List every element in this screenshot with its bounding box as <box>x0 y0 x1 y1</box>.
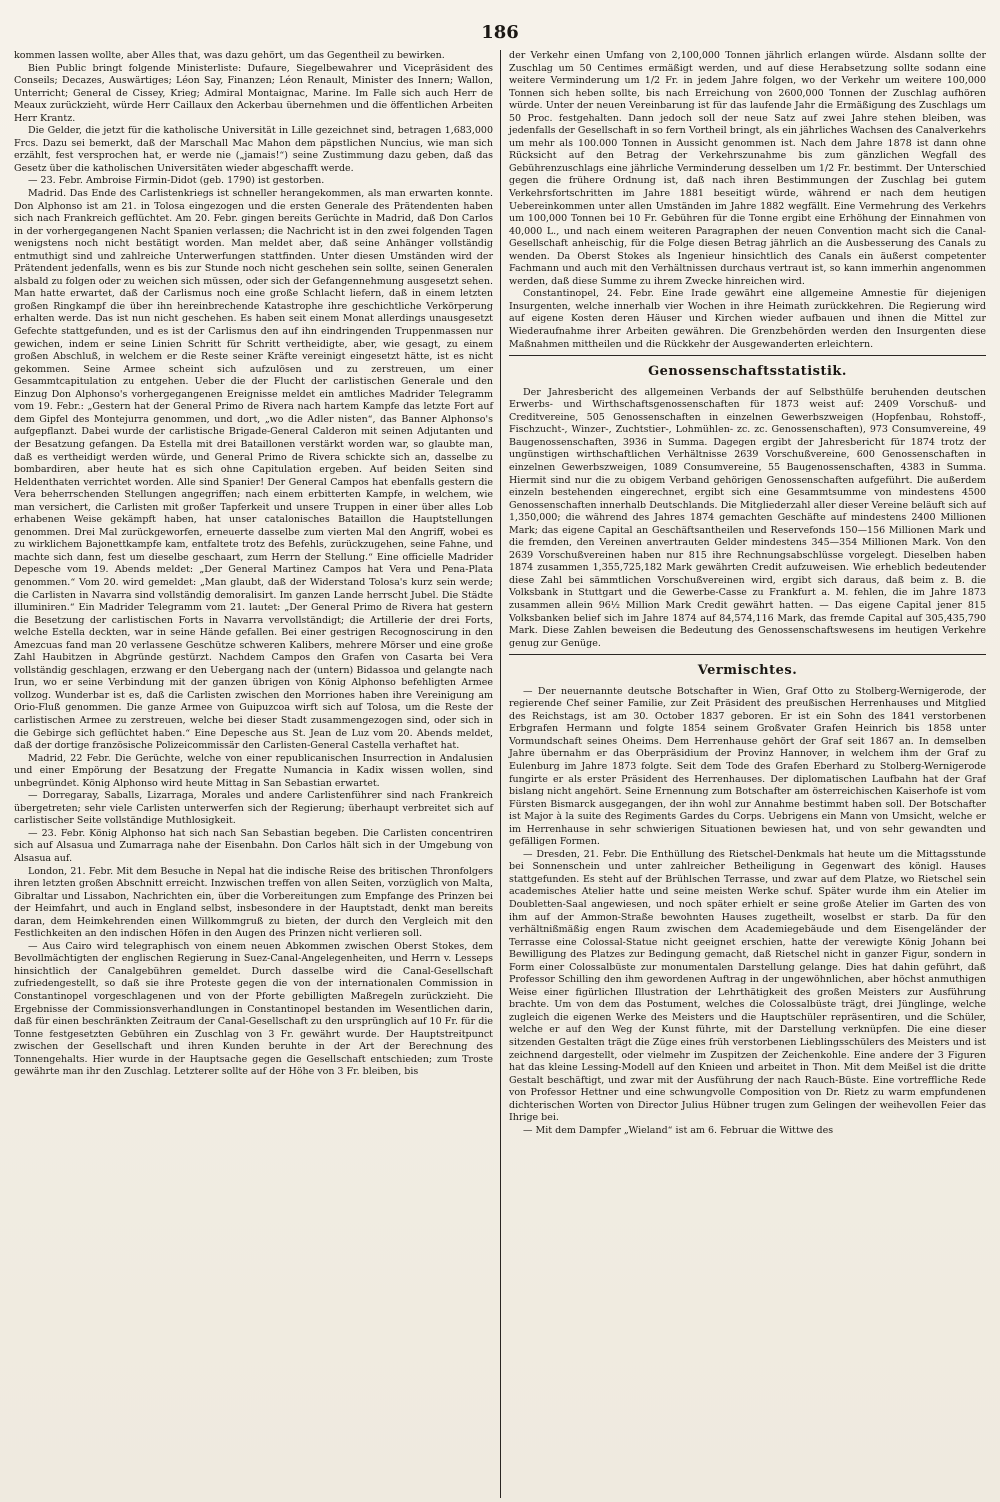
article-paragraph: — Dorregaray, Saballs, Lizarraga, Morales und andere Carlistenführer sind nach Frankreich übergetreten; sehr viele Carlisten unterwerfen sich der Regierung; überhaupt verbreitet sich auf carlistischer Seite vollständige Muthlosigkeit. <box>14 790 493 827</box>
section-heading-statistics: Genossenschaftsstatistik. <box>648 364 847 380</box>
article-paragraph: — 23. Febr. Ambroise Firmin-Didot (geb. 1790) ist gestorben. <box>28 175 325 187</box>
left-column <box>14 50 500 1498</box>
article-paragraph: Constantinopel, 24. Febr. Eine Irade gewährt eine allgemeine Amnestie für diejenigen Insurgenten, welche innerhalb vier Wochen in ihre Heimath zurückkehren. Die Regierung wird auf eigene Kosten deren Häuser und Kirchen wieder aufbauen und ihnen die Mittel zur Wiederaufnahme ihrer Arbeiten gewähren. Die Grenzbehörden werden den Insurgenten diese Maßnahmen mittheilen und die Rückkehr der Ausgewanderten erleichtern. <box>509 288 986 350</box>
section-divider <box>509 654 986 655</box>
article-paragraph: Madrid. Das Ende des Carlistenkriegs ist schneller herangekommen, als man erwarten konnte. Don Alphonso ist am 21. in Tolosa eingezogen und die ersten Generale des Prätendenten haben sich nach Frankreich geflüchtet. Am 20. Febr. gingen bereits Gerüchte in Madrid, daß Don Carlos in der vorhergegangenen Nacht Spanien verlassen; die Nachricht ist in den zwei folgenden Tagen wenigstens noch nicht bestätigt worden. Man meldet aber, daß seine Anhänger vollständig entmuthigt sind und zahlreiche Unterwerfungen stattfinden. Unter diesen Umständen wird der Prätendent jedenfalls, wenn es bis zur Stunde noch nicht geschehen sein sollte, seinen Generalen alsbald zu folgen oder zu weichen sich müssen, oder sich der Gefangennehmung ausgesetzt sehen. Man hatte erwartet, daß der Carlismus noch eine große Schlacht liefern, daß in einem letzten großen Ringkampf die über ihn hereinbrechende Katastrophe ihre geschichtliche Verkörperung erhalten werde. Das ist nun nicht geschehen. Es haben seit einem Monat allerdings unausgesetzt Gefechte stattgefunden, und es ist der Carlismus den auf ihn eindringenden Truppenmassen nur gewichen, indem er seine Linien Schritt für Schritt vertheidigte, aber, wie gesagt, zu einem großen Abschluß, in welchem er die Reste seiner Kräfte vereinigt eingesetzt hätte, ist es nicht gekommen. Seine Armee scheint sich aufzulösen und zu zerstreuen, um einer Gesammtcapitulation zu entgehen. Ueber die der Flucht der carlistischen Generale und den Einzug Don Alphonso's vorhergegangenen Ereignisse meldet ein amtliches Madrider Telegramm vom 19. Febr.: „Gestern hat der General Primo de Rivera nach hartem Kampfe das letzte Fort auf dem Gipfel des Montejurra genommen, und dort, „wo die Adler nisten“, das Banner Alphonso's aufgepflanzt. Dabei wurde der carlistische Brigade-General Calderon mit seinen Adjutanten und der Besatzung gefangen. Da Estella mit drei Bataillonen verstärkt worden war, so glaubte man, daß es vertheidigt werden würde, und General Primo de Rivera schickte sich an, dasselbe zu bombardiren, aber heute hat es sich ohne Capitulation ergeben. Auf beiden Seiten sind Heldenthaten verrichtet worden. Alle sind Spanier! Der General Campos hat ebenfalls gestern die Vera beherrschenden Stellungen angegriffen; nach einem erbitterten Kampfe, in welchem, wie man versichert, die Carlisten mit großer Tapferkeit und unsere Truppen in einer über alles Lob erhabenen Weise gekämpft haben, hat unser catalonisches Bataillon die Hauptstellungen genommen. Drei Mal zurückgeworfen, erneuerte dasselbe zum vierten Mal den Angriff, wobei es zu wirklichem Bajonettkampfe kam, entfaltete trotz des Befehls, zurückzugehen, seine Fahne, und machte sich dann, fest um dieselbe geschaart, zum Herrn der Stellung.“ Eine officielle Madrider Depesche vom 19. Abends meldet: „Der General Martinez Campos hat Vera und Pena-Plata genommen.“ Vom 20. wird gemeldet: „Man glaubt, daß der Widerstand Tolosa's kurz sein werde; die Carlisten in Navarra sind vollständig demoralisirt. Im ganzen Lande herrscht Jubel. Die Städte illuminiren.“ Ein Madrider Telegramm vom 21. lautet: „Der General Primo de Rivera hat gestern die Besetzung der carlistischen Forts in Navarra vervollständigt; die Artillerie der drei Forts, welche Estella deckten, war in seine Hände gefallen. Bei einer gestrigen Recognoscirung in den Amezcuas fand man 20 verlassene Geschütze schweren Kalibers, mehrere Mörser und eine große Zahl Haubitzen in Abgründe gestürzt. Nachdem Campos den Grafen von Casarta bei Vera vollständig geschlagen, erzwang er den Uebergang nach der (untern) Bidassoa und gelangte nach Irun, wo er seine Verbindung mit der ganzen übrigen von König Alphonso befehligten Armee vollzog. Wunderbar ist es, daß die Carlisten zwischen den Morriones haben ihre Vereinigung am Orio-Fluß genommen. Die ganze Armee von Guipuzcoa wirft sich auf Tolosa, um die Reste der carlistischen Armee zu zerstreuen, welche bei dieser Stadt zusammengezogen sind, oder sich in die Gebirge sich geflüchtet haben.“ Eine Depesche aus St. Jean de Luz vom 20. Abends meldet, daß der dortige französische Polizeicommissär den Carlisten-General Castella verhaftet hat. <box>14 188 493 752</box>
page-number: 186 <box>481 22 519 43</box>
article-paragraph: Die Gelder, die jetzt für die katholische Universität in Lille gezeichnet sind, betragen 1,683,000 Frcs. Dazu sei bemerkt, daß der Marschall Mac Mahon dem päpstlichen Nuncius, wie man sich erzählt, fest versprochen hat, er werde nie („jamais!“) seine Zustimmung dazu geben, daß das Gesetz über die katholischen Universitäten wieder abgeschafft werde. <box>14 125 493 174</box>
article-columns <box>14 50 986 1498</box>
article-paragraph: kommen lassen wollte, aber Alles that, was dazu gehört, um das Gegentheil zu bewirken. <box>14 50 445 61</box>
article-paragraph: — Dresden, 21. Febr. Die Enthüllung des Rietschel-Denkmals hat heute um die Mittagsstunde bei Sonnenschein und unter zahlreicher Betheiligung in Gegenwart des königl. Hauses stattgefunden. Es steht auf der Brühlschen Terrasse, und zwar auf dem Platze, wo Rietschel sein academisches Atelier hatte und seine meisten Werke schuf. Später wurde ihm ein Atelier im Doubletten-Saal angewiesen, und noch später erhielt er seine große Atelier im Garten des von ihm auf der Ammon-Straße bewohnten Hauses zugetheilt, woselbst er starb. Da für den verhältnißmäßig engen Raum zwischen dem Academiegebäude und dem Eisengeländer der Terrasse eine Colossal-Statue nicht geeignet erschien, hatte der verewigte König Johann bei Bewilligung des Platzes zur Bedingung gemacht, daß Rietschel nicht in ganzer Figur, sondern in Form einer Colossalbüste zur monumentalen Darstellung gelange. Dies hat dahin geführt, daß Professor Schilling den ihm gewordenen Auftrag in der ungewöhnlichen, aber höchst anmuthigen Weise einer figürlichen Illustration der Lehrthätigkeit des großen Meisters zur Ausführung brachte. Um von dem das Postument, welches die Colossalbüste trägt, drei Jünglinge, welche zugleich die eigenen Werke des Meisters und die Hauptschüler repräsentiren, und die Schüler, welche er auf den Weg der Kunst führte, mit der Darstellung verknüpfen. Die eine dieser sitzenden Gestalten trägt die Züge eines früh verstorbenen Lieblingsschülers des Meisters und ist zeichnend dargestellt, oder vielmehr im Zuspitzen der Zeichenkohle. Eine andere der 3 Figuren hat das kleine Lessing-Modell auf den Knieen und arbeitet in Thon. Mit dem Meißel ist die dritte Gestalt beschäftigt, und zwar mit der Ausführung der nach Rauch-Büste. Eine vortreffliche Rede von Professor Hettner und eine schwungvolle Composition von Dr. Rietz zu warm empfundenen dichterischen Worten von Director Julius Hübner trugen zum Gelingen der weihevollen Feier das Ihrige bei. <box>509 848 986 1124</box>
section-heading-miscellaneous: Vermischtes. <box>697 663 798 679</box>
article-paragraph: London, 21. Febr. Mit dem Besuche in Nepal hat die indische Reise des britischen Thronfolgers ihren letzten großen Abschnitt erreicht. Inzwischen treffen von allen Seiten, vorzüglich von Malta, Gibraltar und Lissabon, Nachrichten ein, über die Vorbereitungen zum Empfange des Prinzen bei der Heimfahrt, und auch in England selbst, insbesondere in der Hauptstadt, denkt man bereits daran, dem Heimkehrenden einen Willkommgruß zu bieten, der durch den Vergleich mit den Festlichkeiten an den indischen Höfen in den Augen des Prinzen nicht verlieren soll. <box>14 865 493 940</box>
article-paragraph: Madrid, 22 Febr. Die Gerüchte, welche von einer republicanischen Insurrection in Andalusien und einer Empörung der Besatzung der Fregatte Numancia in Kadix wissen wollen, sind unbegründet. König Alphonso wird heute Mittag in San Sebastian erwartet. <box>14 752 493 789</box>
article-paragraph: Der Jahresbericht des allgemeinen Verbands der auf Selbsthülfe beruhenden deutschen Erwerbs- und Wirthschaftsgenossenschaften für 1873 weist auf: 2409 Vorschuß- und Creditvereine, 505 Genossenschaften in einzelnen Gewerbszweigen (Hopfenbau, Rohstoff-, Fischzucht-, Winzer-, Zuchtstier-, Lohmühlen- zc. zc. Genossenschaften), 973 Consumvereine, 49 Baugenossenschaften, 3936 in Summa. Dagegen ergibt der Jahresbericht für 1874 trotz der ungünstigen wirthschaftlichen Verhältnisse 2639 Vorschußvereine, 600 Genossenschaften in einzelnen Gewerbszweigen, 1089 Consumvereine, 55 Baugenossenschaften, 4383 in Summa. Hiermit sind nur die zu obigem Verband gehörigen Genossenschaften aufgeführt. Die außerdem einzeln bestehenden eingerechnet, ergibt sich eine Gesammtsumme von mindestens 4500 Genossenschaften innerhalb Deutschlands. Die Mitgliederzahl aller dieser Vereine beläuft sich auf 1,350,000; die während des Jahres 1874 gemachten Geschäfte auf mindestens 2400 Millionen Mark; das eigene Capital an Geschäftsantheilen und Reservefonds 150—156 Millionen Mark und die fremden, den Vereinen anvertrauten Gelder mindestens 345—354 Millionen Mark. Von den 2639 Vorschußvereinen haben nur 815 ihre Rechnungsabschlüsse vorgelegt. Dieselben haben 1874 zusammen 1,355,725,182 Mark gewährten Credit aufzuweisen. Wie erheblich bedeutender diese Zahl bei sämmtlichen Vorschußvereinen wird, ergibt sich daraus, daß beim z. B. die Volksbank in Stuttgart und die Gewerbe-Casse zu Frankfurt a. M. fehlen, die im Jahre 1873 zusammen allein 96½ Million Mark Credit gewährt hatten. — Das eigene Capital jener 815 Volksbanken belief sich im Jahre 1874 auf 84,574,116 Mark, das fremde Capital auf 305,435,790 Mark. Diese Zahlen beweisen die Bedeutung des Genossenschaftswesens im heutigen Verkehre genug zur Genüge. <box>509 386 986 649</box>
article-paragraph: — 23. Febr. König Alphonso hat sich nach San Sebastian begeben. Die Carlisten concentriren sich auf Alsasua und Zumarraga nahe der Eisenbahn. Don Carlos hält sich in der Umgebung von Alsasua auf. <box>14 827 493 864</box>
article-paragraph: der Verkehr einen Umfang von 2,100,000 Tonnen jährlich erlangen würde. Alsdann sollte der Zuschlag um 50 Centimes ermäßigt werden, und auf diese Herabsetzung sollte sodann eine weitere Verminderung um 1/2 Fr. in jedem Jahre folgen, wo der Verkehr um weitere 100,000 Tonnen sich heben sollte, bis nach Erreichung von 2600,000 Tonnen der Zuschlag aufhören würde. Unter der neuen Vereinbarung ist für das laufende Jahr die Ermäßigung des Zuschlags um 50 Proc. festgehalten. Dann jedoch soll der neue Satz auf zwei Jahre stehen bleiben, was jedenfalls der Gesellschaft in so fern Vortheil bringt, als ein jährliches Wachsen des Canalverkehrs um mehr als 100.000 Tonnen in Aussicht genommen ist. Nach dem Jahre 1878 ist dann ohne Rücksicht auf den Betrag der Verkehrszunahme bis zum gänzlichen Wegfall des Gebührenzuschlags eine jährliche Verminderung desselben um 1/2 Fr. bestimmt. Der Unterschied gegen die frühere Ordnung ist, daß nach ihren Bestimmungen der Zuschlag bei gutem Verkehrsfortschritten im Jahre 1881 beseitigt würde, während er nach dem heutigen Uebereinkommen unter allen Umständen im Jahre 1882 wegfällt. Eine Vermehrung des Verkehrs um 100,000 Tonnen bei 10 Fr. Gebühren für die Tonne ergibt eine Erhöhung der Einnahmen von 40,000 L., und nach einem weiteren Paragraphen der neuen Convention macht sich die Canal-Gesellschaft anheischig, für die Folge diesen Betrag jährlich an die Ausbesserung des Canals zu wenden. Da Oberst Stokes als Ingenieur hinsichtlich des Canals ein äußerst competenter Fachmann und auch mit den Verhältnissen durchaus vertraut ist, so kann immerhin angenommen werden, daß diese Summe zu ihrem Zwecke hinreichen wird. <box>509 50 986 287</box>
article-paragraph: Bien Public bringt folgende Ministerliste: Dufaure, Siegelbewahrer und Vicepräsident des Conseils; Decazes, Auswärtiges; Léon Say, Finanzen; Léon Renault, Minister des Innern; Wallon, Unterricht; General de Cissey, Krieg; Admiral Montaignac, Marine. Im Falle sich auch Herr de Meaux zurückzieht, würde Herr Caillaux den Ackerbau übernehmen und die öffentlichen Arbeiten Herr Krantz. <box>14 62 493 124</box>
right-column <box>500 50 986 1498</box>
article-paragraph: — Mit dem Dampfer „Wieland“ ist am 6. Februar die Wittwe des <box>523 1124 834 1136</box>
article-paragraph: — Aus Cairo wird telegraphisch von einem neuen Abkommen zwischen Oberst Stokes, dem Bevollmächtigten der englischen Regierung in Suez-Canal-Angelegenheiten, und Herrn v. Lesseps hinsichtlich der Canalgebühren gemeldet. Durch dasselbe wird die Canal-Gesellschaft zufriedengestellt, so daß sie ihre Proteste gegen die von der internationalen Commission in Constantinopel vorgeschlagenen und von der Pforte gebilligten Maßregeln zurückzieht. Die Ergebnisse der Commissionsverhandlungen in Constantinopel bestanden im Wesentlichen darin, daß für einen beschränkten Zeitraum der Canal-Gesellschaft zu den ursprünglich auf 10 Fr. für die Tonne festgesetzten Gebühren ein Zuschlag von 3 Fr. gewährt wurde. Der Hauptstreitpunct zwischen der Gesellschaft und ihren Kunden beruhte in der Art der Berechnung des Tonnengehalts. Hier wurde in der Hauptsache gegen die Gesellschaft entschieden; zum Troste gewährte man ihr den Zuschlag. Letzterer sollte auf der Höhe von 3 Fr. bleiben, bis <box>14 940 493 1078</box>
article-paragraph: — Der neuernannte deutsche Botschafter in Wien, Graf Otto zu Stolberg-Wernigerode, der regierende Chef seiner Familie, zur Zeit Präsident des preußischen Herrenhauses und Mitglied des Reichstags, ist am 30. October 1837 geboren. Er ist ein Sohn des 1841 verstorbenen Erbgrafen Hermann und folgte 1854 seinem Großvater Grafen Heinrich bis 1858 unter Vormundschaft seines Oheims. Dem Herrenhause gehört der Graf seit 1867 an. In demselben Jahre übernahm er das Oberpräsidium der Provinz Hannover, in welchem ihm der Graf zu Eulenburg im Jahre 1873 folgte. Seit dem Tode des Grafen Eberhard zu Stolberg-Wernigerode fungirte er als erster Präsident des Herrenhauses. Der diplomatischen Laufbahn hat der Graf bislang nicht angehört. Seine Ernennung zum Botschafter am österreichischen Kaiserhofe ist vom Fürsten Bismarck ausgegangen, der ihn wohl zur Annahme bestimmt haben soll. Der Botschafter ist Major à la suite des Regiments Gardes du Corps. Uebrigens ein Mann von Umsicht, welche er im Herrenhause in sehr schwierigen Situationen bewiesen hat, und von sehr gewandten und gefälligen Formen. <box>509 685 986 848</box>
section-divider <box>509 355 986 356</box>
